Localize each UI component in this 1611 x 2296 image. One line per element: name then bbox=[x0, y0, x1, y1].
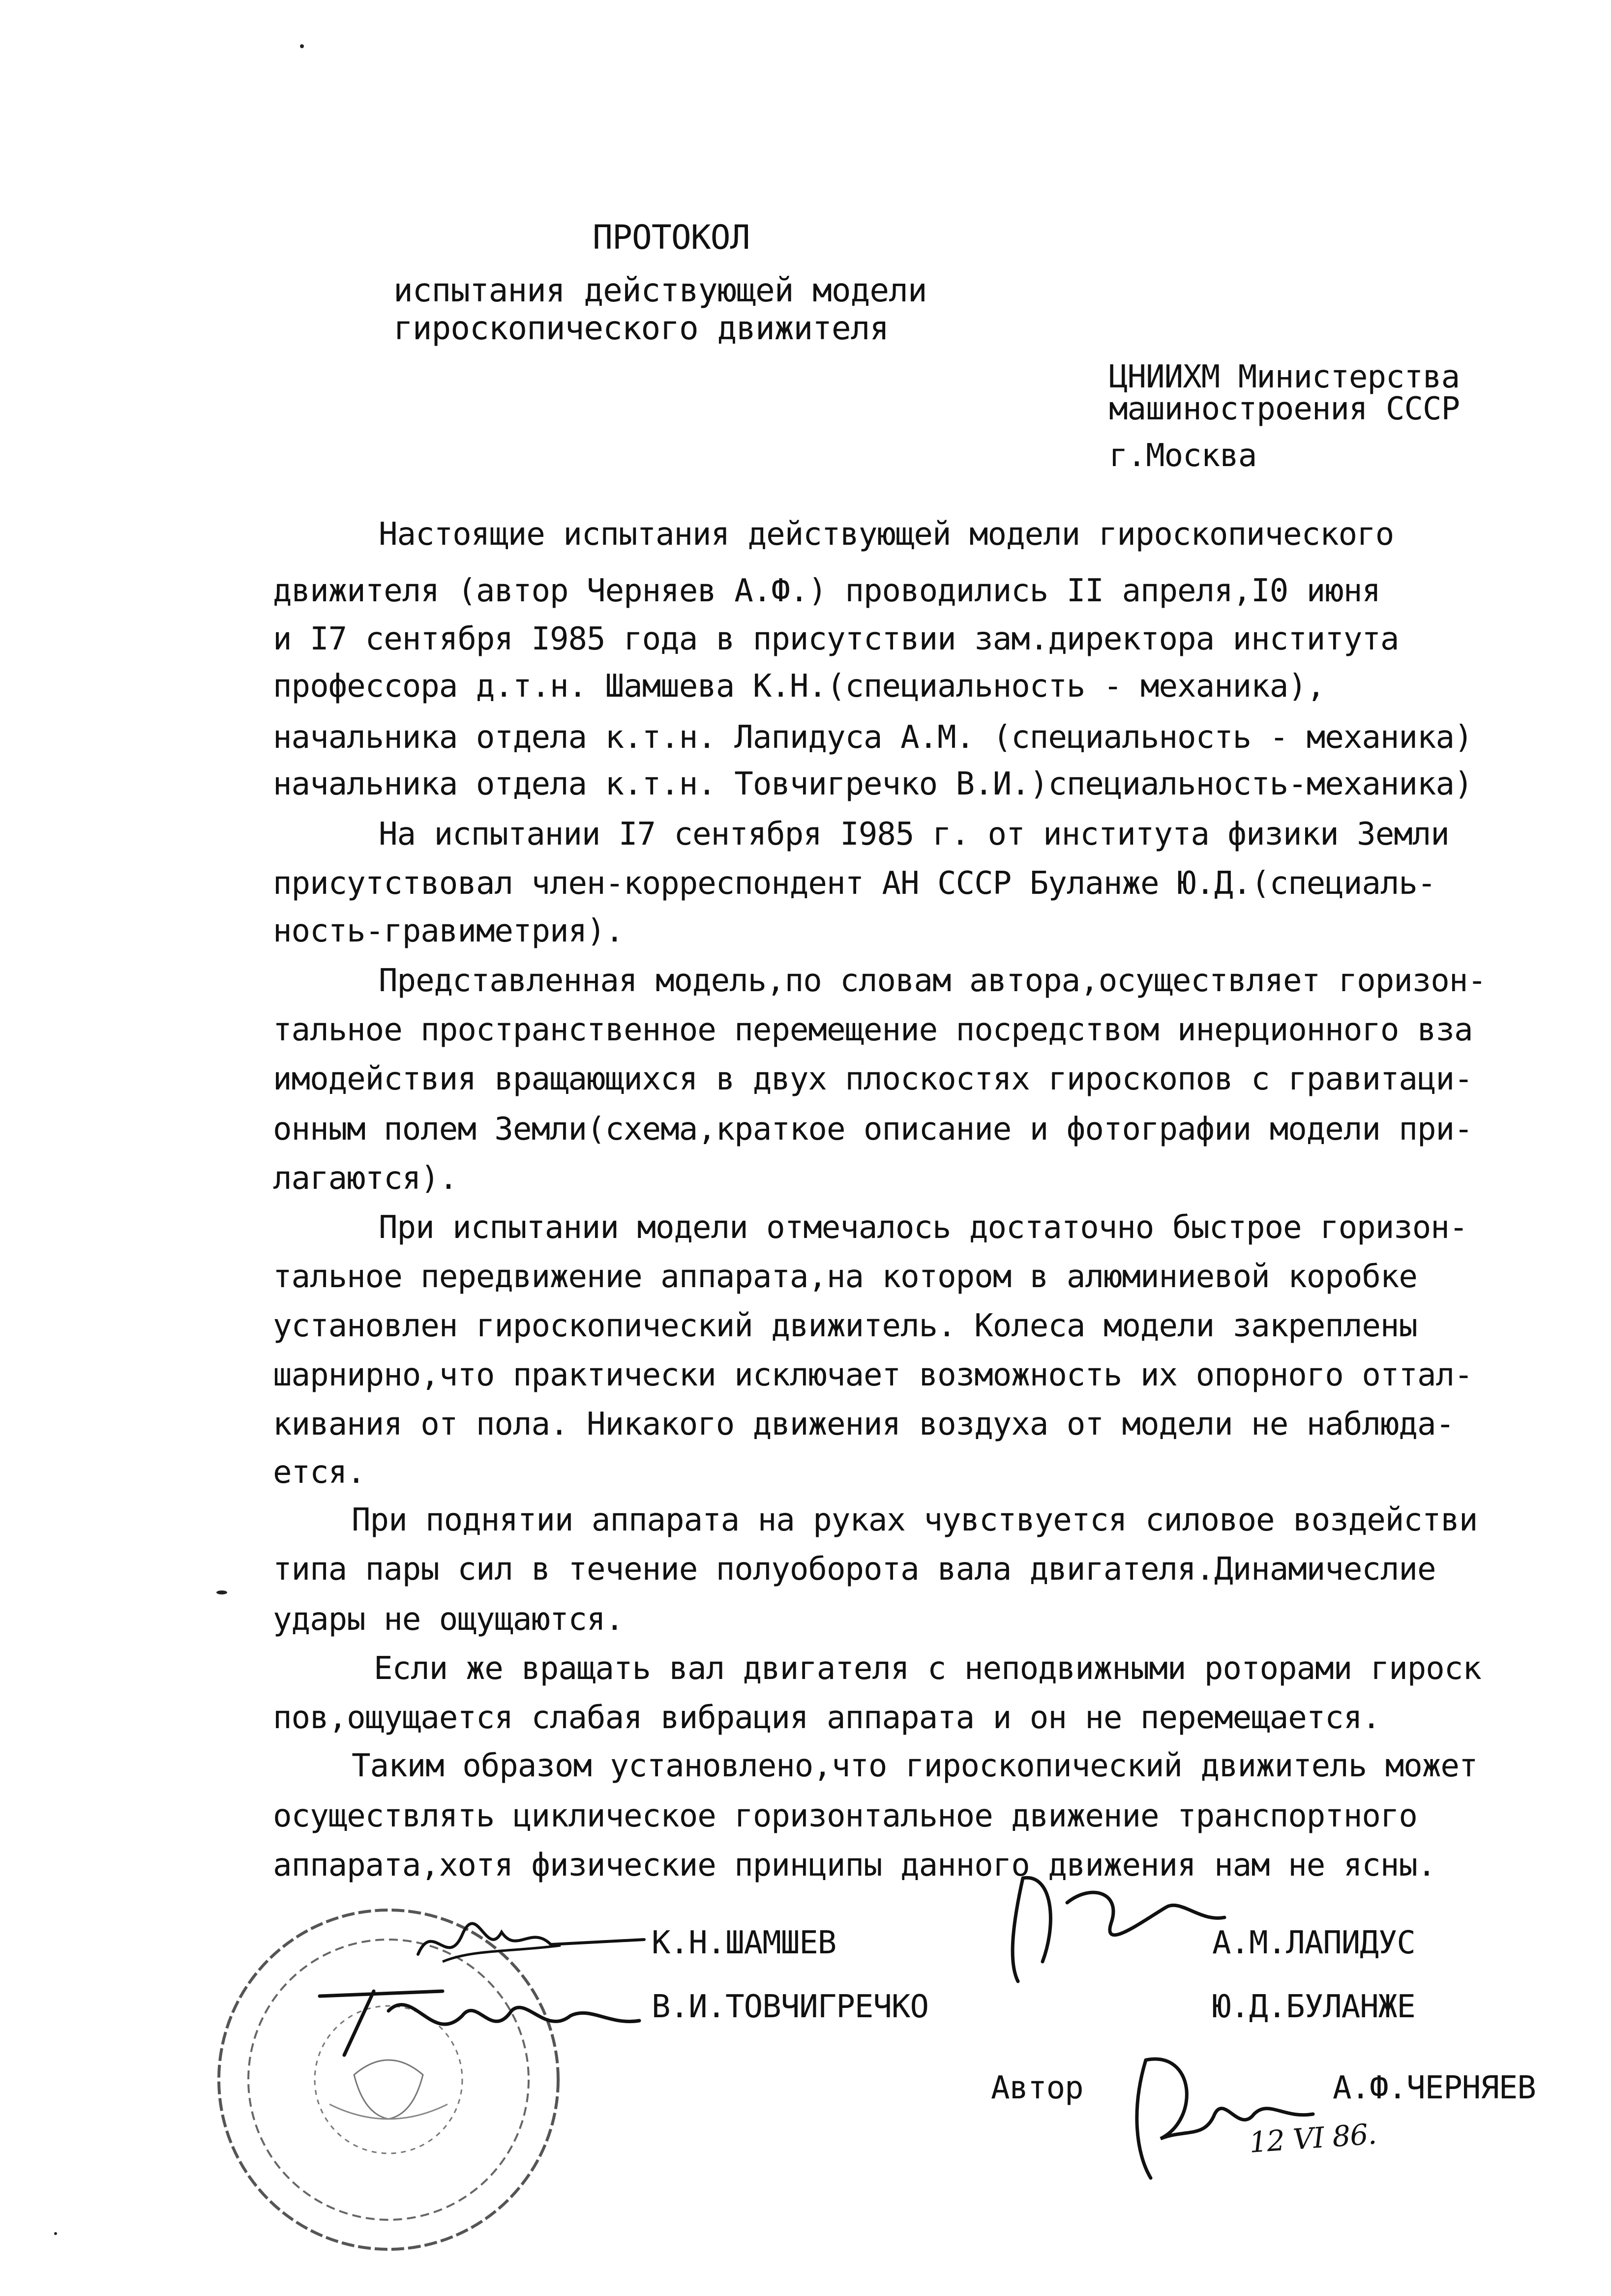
body-line: Представленная модель,по словам автора,осуществляет горизон- bbox=[379, 963, 1486, 999]
signature-lapidus bbox=[993, 1863, 1229, 1991]
body-line: присутствовал член-корреспондент АН СССР Буланже Ю.Д.(специаль- bbox=[273, 865, 1436, 902]
body-line: Настоящие испытания действующей модели гироскопического bbox=[379, 516, 1394, 553]
body-line: установлен гироскопический движитель. Колеса модели закреплены bbox=[273, 1308, 1417, 1344]
body-line: онным полем Земли(схема,краткое описание и фотографии модели при- bbox=[273, 1111, 1473, 1148]
document-subtitle-line-2: гироскопического движителя bbox=[393, 309, 889, 347]
document-subtitle-line-1: испытания действующей модели bbox=[393, 271, 927, 309]
handwritten-date: 12 VI 86. bbox=[1248, 2117, 1377, 2159]
signature-chernyaev bbox=[1116, 2040, 1323, 2188]
body-line: движителя (автор Черняев А.Ф.) проводились II апреля,I0 июня bbox=[273, 573, 1380, 609]
body-line: лагаются). bbox=[273, 1160, 458, 1197]
signatory-name-chernyaev: А.Ф.ЧЕРНЯЕВ bbox=[1333, 2070, 1536, 2106]
body-line: кивания от пола. Никакого движения воздуха от модели не наблюда- bbox=[273, 1406, 1454, 1442]
scan-speck bbox=[216, 1590, 227, 1594]
body-line: Если же вращать вал двигателя с неподвижными роторами гироск bbox=[374, 1650, 1481, 1687]
body-line: профессора д.т.н. Шамшева К.Н.(специальность - механика), bbox=[273, 668, 1325, 705]
body-line: ется. bbox=[273, 1454, 365, 1491]
scan-speck bbox=[300, 44, 304, 48]
body-line: удары не ощущаются. bbox=[273, 1601, 624, 1638]
body-line: пов,ощущается слабая вибрация аппарата и он не перемещается. bbox=[273, 1700, 1380, 1736]
signatory-name-tovchigrechko: В.И.ТОВЧИГРЕЧКО bbox=[652, 1989, 928, 2025]
body-line: тальное пространственное перемещение посредством инерционного вза bbox=[273, 1012, 1473, 1048]
signatory-name-shamshev: К.Н.ШАМШЕВ bbox=[652, 1925, 836, 1961]
body-line: имодействия вращающихся в двух плоскостях гироскопов с гравитаци- bbox=[273, 1061, 1473, 1097]
document-title: ПРОТОКОЛ bbox=[593, 218, 750, 257]
body-line: тальное передвижение аппарата,на котором в алюминиевой коробке bbox=[273, 1259, 1417, 1295]
body-line: осуществлять циклическое горизонтальное движение транспортного bbox=[273, 1798, 1417, 1834]
body-line: начальника отдела к.т.н. Лапидуса А.М. (специальность - механика) bbox=[273, 719, 1473, 756]
author-label: Автор bbox=[991, 2070, 1083, 2106]
body-line: При испытании модели отмечалось достаточно быстрое горизон- bbox=[379, 1209, 1468, 1246]
scan-speck bbox=[54, 2232, 57, 2235]
body-line: Таким образом установлено,что гироскопический движитель может bbox=[352, 1748, 1478, 1784]
body-line: При поднятии аппарата на руках чувствуется силовое воздействи bbox=[352, 1502, 1478, 1538]
addressee-line-2: машиностроения СССР bbox=[1109, 391, 1460, 427]
body-line: начальника отдела к.т.н. Товчигречко В.И.)специальность-механика) bbox=[273, 766, 1473, 802]
body-line: шарнирно,что практически исключает возможность их опорного оттал- bbox=[273, 1357, 1473, 1393]
body-line: типа пары сил в течение полуоборота вала двигателя.Динамичеслие bbox=[273, 1551, 1436, 1588]
body-line: и I7 сентября I985 года в присутствии зам.директора института bbox=[273, 621, 1399, 657]
body-line: ность-гравиметрия). bbox=[273, 913, 624, 949]
addressee-line-3: г.Москва bbox=[1109, 438, 1257, 474]
signature-tovchigrechko bbox=[315, 1976, 649, 2065]
signatory-name-lapidus: А.М.ЛАПИДУС bbox=[1212, 1925, 1415, 1961]
signature-shamshev bbox=[413, 1915, 649, 1974]
body-line: аппарата,хотя физические принципы данного движения нам не ясны. bbox=[273, 1847, 1436, 1884]
signatory-name-bulanzhe: Ю.Д.БУЛАНЖЕ bbox=[1212, 1989, 1415, 2025]
addressee-line-1: ЦНИИХМ Министерства bbox=[1109, 359, 1460, 395]
body-line: На испытании I7 сентября I985 г. от института физики Земли bbox=[379, 816, 1449, 853]
